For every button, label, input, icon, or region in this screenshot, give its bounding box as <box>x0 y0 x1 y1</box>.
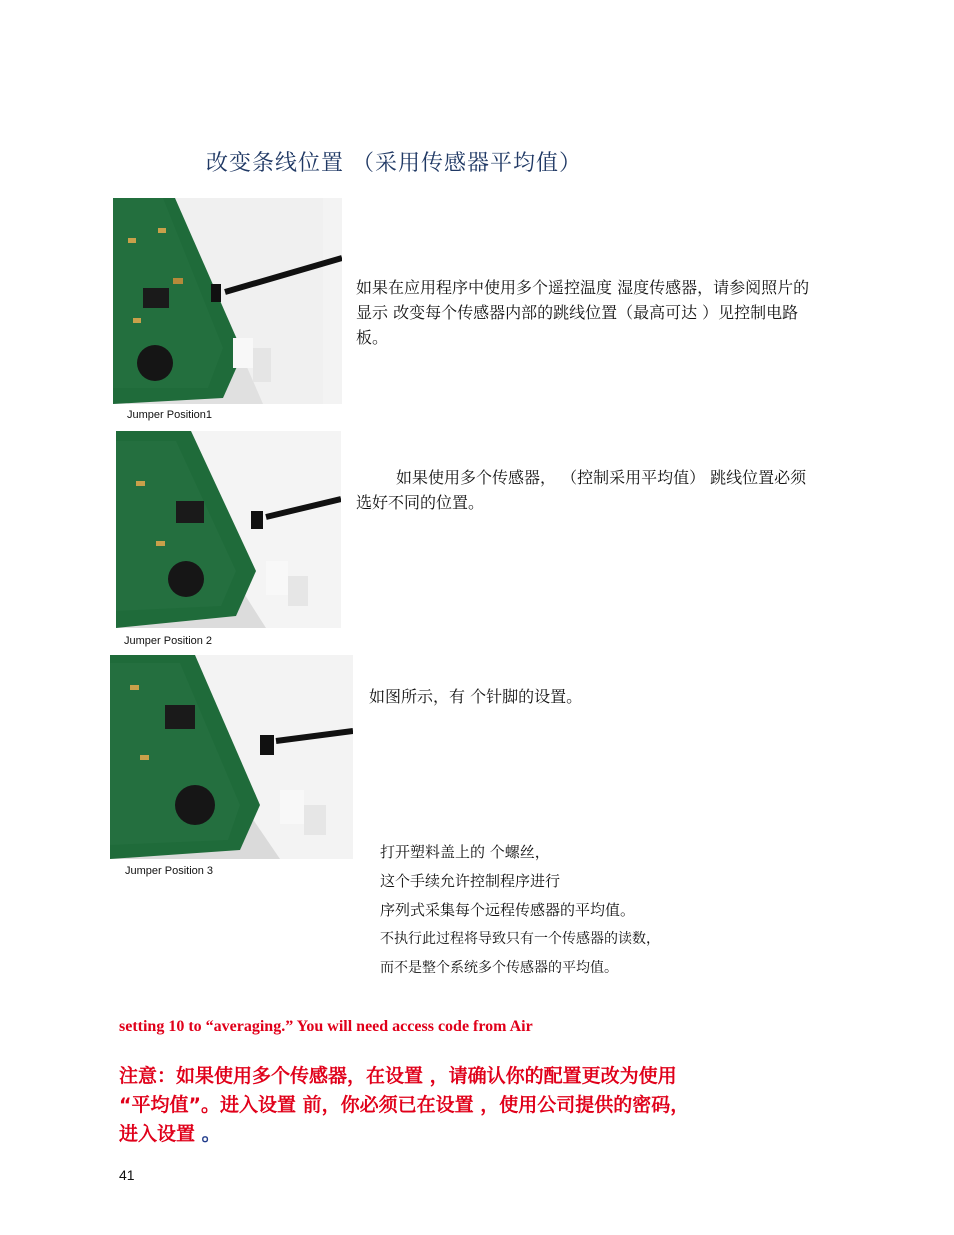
step-line: 而不是整个系统多个传感器的平均值。 <box>380 960 618 976</box>
note-chinese <box>119 1062 839 1149</box>
photo-caption-3: Jumper Position 3 <box>125 865 214 877</box>
photo-caption-2: Jumper Position 2 <box>124 635 213 647</box>
step-line: 不执行此过程将导致只有一个传感器的读数， <box>380 931 660 947</box>
jumper-photo-2 <box>116 431 341 628</box>
section-1-text: 如果在应用程序中使用多个遥控温度 湿度传感器，请参阅照片的显示 改变每个传感器内部的跳线位置（最高可达 ）见控制电路板。 <box>356 278 810 347</box>
note-end-mark: 。 <box>201 1123 221 1145</box>
jumper-photo-3 <box>110 655 353 859</box>
note-english: setting 10 to “averaging.” You will need access code from Air <box>119 1018 533 1035</box>
procedure-steps <box>380 838 660 983</box>
note-line-3: 进入设置 。 <box>119 1123 221 1145</box>
note-line-1: 注意：如果使用多个传感器，在设置 ，请确认你的配置更改为使用 <box>119 1065 677 1087</box>
photo-caption-1: Jumper Position1 <box>127 409 212 421</box>
note-line-2: “平均值”。进入设置 前，你必须已在设置 ，使用公司提供的密码， <box>119 1094 690 1116</box>
step-line: 序列式采集每个远程传感器的平均值。 <box>380 901 636 919</box>
step-line: 打开塑料盖上的 个螺丝， <box>380 843 550 861</box>
page-number: 41 <box>119 1167 135 1183</box>
step-line: 这个手续允许控制程序进行 <box>380 872 561 890</box>
section-2-text: 如果使用多个传感器， （控制采用平均值） 跳线位置必须选好不同的位置。 <box>356 468 807 512</box>
page-title: 改变条线位置 （采用传感器平均值） <box>206 151 582 176</box>
section-3-text: 如图所示，有 个针脚的设置。 <box>369 687 583 706</box>
jumper-photo-1 <box>113 198 342 404</box>
